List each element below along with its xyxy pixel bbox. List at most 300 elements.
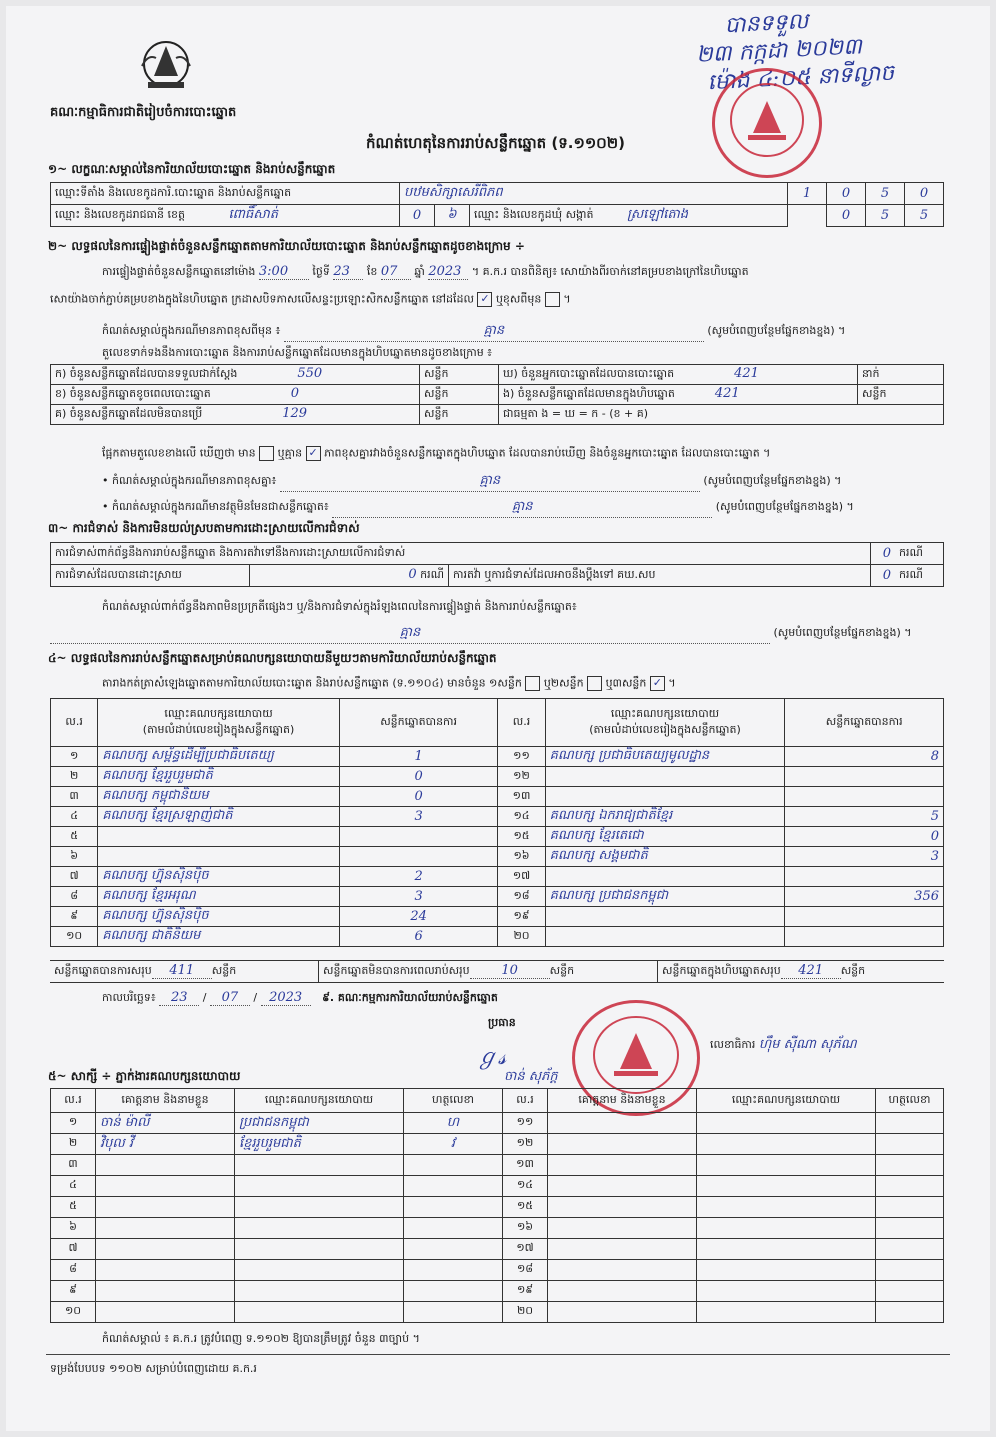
unit: សន្លឹក xyxy=(211,964,237,977)
col-votes-header: សន្លឹកឆ្នោតបានការ xyxy=(785,699,944,747)
completion-note: កំណត់សម្គាល់ ៖ គ.ក.រ ត្រូវបំពេញ ទ.១១០២ ឱ្យបានត្រឹមត្រូវ ចំនួន ៣ច្បាប់ ។ xyxy=(102,1332,420,1345)
vote-count: 356 xyxy=(785,887,944,907)
bullet1-value: គ្មាន xyxy=(280,472,700,492)
col-name-header: គោត្តនាម និងនាមខ្លួន xyxy=(96,1089,235,1113)
three-sheets-label: ឬ៣សន្លឹក xyxy=(605,676,647,690)
committee-name: គណៈកម្មាធិការជាតិរៀបចំការបោះឆ្នោត xyxy=(50,105,237,120)
col-party-header xyxy=(545,699,785,747)
row-no: ១៤ xyxy=(503,1176,548,1197)
witness-signature xyxy=(404,1239,503,1260)
form-title: កំណត់ហេតុនៃការរាប់សន្លឹកឆ្នោត (ទ.១១០២) xyxy=(366,134,626,152)
party-name xyxy=(545,907,785,927)
witness-party xyxy=(697,1176,876,1197)
objection-table xyxy=(50,542,944,587)
section3-title: ៣~ ការជំទាស់ និងការមិនយល់ស្របតាមការដោះស្រាយលើការជំទាស់ xyxy=(48,521,360,535)
col-party-header: ឈ្មោះគណបក្សនយោបាយ xyxy=(697,1089,876,1113)
row-no: ១ xyxy=(51,1113,96,1134)
appeal-value: 0 xyxy=(871,565,895,587)
vote-count xyxy=(339,827,498,847)
row-no: ១២ xyxy=(503,1134,548,1155)
sheet-count-intro: តារាងកត់ត្រាសំឡេងឆ្នោតតាមការិយាល័យបោះឆ្នោត និងរាប់សន្លឹកឆ្នោត (ទ.១១០៤) មានចំនួន ១សន្លឹក xyxy=(102,676,522,690)
total-valid-label: សន្លឹកឆ្នោតបានការសរុប xyxy=(54,964,152,977)
document-page xyxy=(6,6,990,1431)
official-stamp-top xyxy=(712,68,822,178)
witness-signature xyxy=(876,1176,944,1197)
fill-note: (សូមបំពេញបន្ថែមផ្នែកខាងខ្នង) ។ xyxy=(715,500,854,513)
witness-signature xyxy=(404,1176,503,1197)
table-row xyxy=(51,867,944,887)
row-no: ១០ xyxy=(51,1302,96,1323)
witness-name xyxy=(548,1113,697,1134)
table-row xyxy=(51,827,944,847)
col-sig-header: ហត្ថលេខា xyxy=(876,1089,944,1113)
witness-name xyxy=(96,1239,235,1260)
row-no: ១១ xyxy=(503,1113,548,1134)
bullet1-label: • កំណត់សម្គាល់ក្នុងករណីមានភាពខុសគ្នា៖ xyxy=(102,474,277,487)
resolved-value: 0 xyxy=(408,567,417,582)
witness-name xyxy=(548,1176,697,1197)
secretary-name: ហ៊ឹម ស៊ីណា សុភ័ណ xyxy=(758,1037,857,1052)
unit: សន្លឹក xyxy=(549,964,575,977)
witness-table xyxy=(50,1088,944,1323)
col-no-header: ល.រ xyxy=(51,699,98,747)
witness-name: ចាន់ ម៉ាលី xyxy=(96,1113,235,1134)
row-no: ១៣ xyxy=(503,1155,548,1176)
province-code-digit: 0 xyxy=(400,205,435,227)
witness-signature xyxy=(876,1239,944,1260)
figure-value: 550 xyxy=(297,366,323,381)
total-box-value: 421 xyxy=(781,963,841,979)
witness-signature xyxy=(404,1302,503,1323)
irregularity-value-line xyxy=(50,624,950,644)
section5-title: ៥~ សាក្សី ÷ ភ្នាក់ងារគណបក្សនយោបាយ xyxy=(48,1069,241,1083)
row-no: ១៥ xyxy=(503,1197,548,1218)
row-no: ៦ xyxy=(51,847,98,867)
table-row xyxy=(51,1113,944,1134)
vote-count: 0 xyxy=(339,767,498,787)
witness-signature xyxy=(404,1260,503,1281)
commune-code-digit: 5 xyxy=(866,205,905,227)
figure-formula: ជាធម្មតា ង = ឃ = ក - (ខ + គ) xyxy=(503,406,648,420)
party-name: គណបក្ស ហ្វ៊ុនស៊ិនប៉ិច xyxy=(98,907,340,927)
vote-count: 0 xyxy=(785,827,944,847)
witness-signature: វ xyxy=(404,1134,503,1155)
witness-party xyxy=(697,1239,876,1260)
row-no: ១៧ xyxy=(503,1239,548,1260)
vote-count: 3 xyxy=(339,807,498,827)
seal-line-text: សោយ៉ាងចាក់ភ្ជាប់គម្របខាងក្នុងនៃហិបឆ្នោត ក្រដាសបិទភាសលើសន្ទះប្រឡោះសិកសន្លឹកឆ្នោត នៅដដែល xyxy=(50,292,474,306)
party-name: គណបក្ស ប្រជាជនកម្ពុជា xyxy=(545,887,785,907)
party-name: គណបក្ស ខ្មែររួបរួមជាតិ xyxy=(98,767,340,787)
table-row xyxy=(51,767,944,787)
row-no: ៧ xyxy=(51,1239,96,1260)
figure-unit: សន្លឹក xyxy=(420,365,499,385)
vote-count: 6 xyxy=(339,927,498,947)
row-no: ៦ xyxy=(51,1218,96,1239)
table-row xyxy=(51,927,944,947)
col-no-header: ល.រ xyxy=(503,1089,548,1113)
resolved-label: ការជំទាស់ដែលបានដោះស្រាយ xyxy=(51,565,250,587)
witness-party xyxy=(235,1239,404,1260)
row-no: ១០ xyxy=(51,927,98,947)
row-no: ១៦ xyxy=(498,847,545,867)
witness-signature xyxy=(876,1260,944,1281)
row-no: ៩ xyxy=(51,1281,96,1302)
bullet2-value: គ្មាន xyxy=(332,498,712,518)
witness-signature xyxy=(876,1155,944,1176)
table-row xyxy=(51,907,944,927)
witness-name xyxy=(96,1176,235,1197)
row-no: ១៣ xyxy=(498,787,545,807)
no-discrepancy-label: ឬគ្មាន xyxy=(277,446,303,460)
footer-divider xyxy=(46,1354,950,1355)
vote-count xyxy=(785,787,944,807)
location-table xyxy=(50,182,944,227)
witness-name xyxy=(96,1197,235,1218)
row-no: ២ xyxy=(51,1134,96,1155)
col-name-header: គោត្តនាម និងនាមខ្លួន xyxy=(548,1089,697,1113)
row-no: ៤ xyxy=(51,807,98,827)
verification-time: 3:00 xyxy=(259,264,309,280)
col-party-title: ឈ្មោះគណបក្សនយោបាយ xyxy=(610,706,720,720)
vote-count: 3 xyxy=(339,887,498,907)
witness-name xyxy=(96,1218,235,1239)
party-name: គណបក្ស ប្រជាធិបតេយ្យមូលដ្ឋាន xyxy=(545,747,785,767)
row-no: ២ xyxy=(51,767,98,787)
witness-signature xyxy=(404,1155,503,1176)
witness-signature xyxy=(404,1197,503,1218)
witness-party xyxy=(235,1281,404,1302)
objection-label: ការជំទាស់ពាក់ព័ន្ធនឹងការរាប់សន្លឹកឆ្នោត និងការតវ៉ាទៅនឹងការដោះស្រាយលើការជំទាស់ xyxy=(51,543,871,565)
col-party-subtitle: (តាមលំដាប់លេខរៀងក្នុងសន្លឹកឆ្នោត) xyxy=(589,722,741,736)
form-footer: ទម្រង់បែបបទ ១១០២ សម្រាប់បំពេញដោយ គ.ក.រ xyxy=(50,1362,257,1375)
table-row xyxy=(51,1239,944,1260)
witness-name xyxy=(548,1260,697,1281)
vote-count: 8 xyxy=(785,747,944,767)
witness-party xyxy=(235,1155,404,1176)
vote-count xyxy=(785,867,944,887)
table-row xyxy=(51,787,944,807)
figures-table xyxy=(50,364,944,425)
vote-count: 3 xyxy=(785,847,944,867)
row-no: ៧ xyxy=(51,867,98,887)
party-name xyxy=(545,787,785,807)
col-party-header xyxy=(98,699,340,747)
vote-count: 2 xyxy=(339,867,498,887)
figure-value: 0 xyxy=(290,386,300,401)
table-row xyxy=(51,847,944,867)
seal-line: សោយ៉ាងចាក់ភ្ជាប់គម្របខាងក្នុងនៃហិបឆ្នោត ក្រដាសបិទភាសលើសន្ទះប្រឡោះសិកសន្លឹកឆ្នោត នៅដដែល ✓ ឬខុសពីមុន ។ xyxy=(50,292,571,306)
verification-year: 2023 xyxy=(428,264,468,280)
party-name: គណបក្ស ឯករាជ្យជាតិខ្មែរ xyxy=(545,807,785,827)
table-row xyxy=(51,1302,944,1323)
two-sheets-checkbox[interactable] xyxy=(587,676,602,691)
receipt-note-line: បានទទួល xyxy=(723,9,809,39)
figure-value: 421 xyxy=(734,366,759,381)
total-box-label: សន្លឹកឆ្នោតក្នុងហិបឆ្នោតសរុប xyxy=(662,964,781,977)
figure-unit: សន្លឹក xyxy=(858,385,944,405)
witness-party xyxy=(235,1302,404,1323)
unit: សន្លឹក xyxy=(840,964,866,977)
vote-count xyxy=(785,927,944,947)
row-no: ១២ xyxy=(498,767,545,787)
section1-title: ១~ លក្ខណៈសម្គាល់នៃការិយាល័យបោះឆ្នោត និងរាប់សន្លឹកឆ្នោត xyxy=(48,162,336,176)
party-name: គណបក្ស ហ្វ៊ុនស៊ិនប៉ិច xyxy=(98,867,340,887)
witness-party xyxy=(697,1134,876,1155)
resolved-unit: ករណី xyxy=(420,568,444,581)
commune-value: ស្រឡៅតោង xyxy=(627,207,689,222)
figure-unit: នាក់ xyxy=(858,365,944,385)
unchanged-checkbox[interactable]: ✓ xyxy=(477,292,492,307)
verification-month: 07 xyxy=(381,264,411,280)
fill-note: (សូមបំពេញបន្ថែមផ្នែកខាងខ្នង) ។ xyxy=(707,324,846,337)
witness-name xyxy=(548,1239,697,1260)
witness-party xyxy=(697,1113,876,1134)
section2-title: ២~ លទ្ធផលនៃការផ្ទៀងផ្ទាត់ចំនួនសន្លឹកឆ្នោតតាមការិយាល័យបោះឆ្នោត និងរាប់សន្លឹកឆ្នោតដូចខាងក្រោម ÷ xyxy=(48,239,525,253)
results-table xyxy=(50,698,944,947)
verification-suffix: ។ គ.ក.រ បានពិនិត្យ៖ សោយ៉ាងពីរចាក់នៅគម្របខាងក្រៅនៃហិបឆ្នោត xyxy=(471,265,749,278)
row-no: ៨ xyxy=(51,887,98,907)
appeal-label: ការតវ៉ា ឬការជំទាស់ដែលអាចនឹងប្ដឹងទៅ គឃ.សប xyxy=(449,565,871,587)
witness-signature xyxy=(876,1197,944,1218)
two-sheets-label: ឬ២សន្លឹក xyxy=(543,676,584,690)
table-row xyxy=(51,1197,944,1218)
row-no: ១៨ xyxy=(498,887,545,907)
year-label: ឆ្នាំ xyxy=(414,265,425,278)
three-sheets-checkbox[interactable]: ✓ xyxy=(650,676,665,691)
witness-party xyxy=(697,1302,876,1323)
location-value: បឋមសិក្សាសេរីពិភព xyxy=(400,183,788,205)
row-no: ១ xyxy=(51,747,98,767)
party-name xyxy=(98,827,340,847)
col-votes-header: សន្លឹកឆ្នោតបានការ xyxy=(339,699,498,747)
location-label: ឈ្មោះទីតាំង និងលេខកូដការិ.បោះឆ្នោត និងរាប់សន្លឹកឆ្នោត xyxy=(51,183,400,205)
table-row xyxy=(51,1155,944,1176)
objection-value: 0 xyxy=(871,543,895,565)
has-discrepancy-checkbox[interactable] xyxy=(259,446,274,461)
party-name: គណបក្ស សម្ព័ន្ធដើម្បីប្រជាធិបតេយ្យ xyxy=(98,747,340,767)
party-name xyxy=(545,867,785,887)
table-row xyxy=(51,1176,944,1197)
chair-label: ប្រធាន xyxy=(488,1016,516,1029)
date-label: កាលបរិច្ឆេទ៖ xyxy=(102,991,156,1004)
witness-signature xyxy=(876,1113,944,1134)
figure-unit: សន្លឹក xyxy=(420,385,499,405)
table-row xyxy=(51,1134,944,1155)
total-invalid-label: សន្លឹកឆ្នោតមិនបានការពេលរាប់សរុប xyxy=(323,964,470,977)
col-sig-header: ហត្ថលេខា xyxy=(404,1089,503,1113)
table-row xyxy=(51,1218,944,1239)
row-no: ២០ xyxy=(498,927,545,947)
witness-party xyxy=(697,1218,876,1239)
receipt-note-line: ២៣ កក្កដា ២០២៣ xyxy=(695,34,863,68)
table-row xyxy=(51,747,944,767)
row-no: ៩ xyxy=(51,907,98,927)
witness-name xyxy=(548,1155,697,1176)
figure-label: ឃ) ចំនួនអ្នកបោះឆ្នោតដែលបានបោះឆ្នោត xyxy=(503,367,675,380)
witness-party xyxy=(697,1281,876,1302)
witness-name xyxy=(548,1281,697,1302)
row-no: ១៥ xyxy=(498,827,545,847)
diff-note-label: កំណត់សម្គាល់ក្នុងករណីមានភាពខុសពីមុន ៖ xyxy=(102,324,281,337)
witness-name xyxy=(96,1260,235,1281)
location-code-digit: 1 xyxy=(788,183,827,205)
commune-code-digit: 0 xyxy=(827,205,866,227)
party-name xyxy=(545,927,785,947)
table-row xyxy=(51,1260,944,1281)
total-invalid-value: 10 xyxy=(470,963,550,979)
commune-label: ឈ្មោះ និងលេខកូដឃុំ សង្កាត់ xyxy=(474,208,594,221)
figure-label: ក) ចំនួនសន្លឹកឆ្នោតដែលបានទទួលជាក់ស្តែង xyxy=(55,367,238,380)
witness-signature xyxy=(876,1281,944,1302)
row-no: ១៨ xyxy=(503,1260,548,1281)
commune-code-digit: 5 xyxy=(905,205,944,227)
irregularity-value: គ្មាន xyxy=(50,624,770,644)
row-no: ១៦ xyxy=(503,1218,548,1239)
witness-name xyxy=(548,1197,697,1218)
province-label: ឈ្មោះ និងលេខកូដរាជធានី ខេត្ត xyxy=(55,208,185,221)
or-changed-label: ឬខុសពីមុន xyxy=(495,292,542,306)
witness-party xyxy=(235,1176,404,1197)
col-party-header: ឈ្មោះគណបក្សនយោបាយ xyxy=(235,1089,404,1113)
date-year: 2023 xyxy=(261,990,311,1006)
table-row xyxy=(51,1281,944,1302)
party-name: គណបក្ស សង្គមជាតិ xyxy=(545,847,785,867)
col-no-header: ល.រ xyxy=(51,1089,96,1113)
witness-party xyxy=(235,1197,404,1218)
sheet-count-line: តារាងកត់ត្រាសំឡេងឆ្នោតតាមការិយាល័យបោះឆ្នោត និងរាប់សន្លឹកឆ្នោត (ទ.១១០៤) មានចំនួន ១សន្លឹក ឬ២សន្លឹក ឬ៣សន្លឹក ✓ ។ xyxy=(102,676,676,690)
chair-signature-icon: ℊ𝓈 xyxy=(476,1045,507,1070)
one-sheet-checkbox[interactable] xyxy=(525,676,540,691)
location-code-digit: 0 xyxy=(827,183,866,205)
verification-day: 23 xyxy=(333,264,363,280)
col-no-header: ល.រ xyxy=(498,699,545,747)
witness-signature: ហ xyxy=(404,1113,503,1134)
totals-table xyxy=(50,960,944,983)
total-valid-value: 411 xyxy=(152,963,212,979)
bullet2-label: • កំណត់សម្គាល់ក្នុងករណីមានវត្ថុមិនមែនជាសន្លឹកឆ្នោត៖ xyxy=(102,500,329,513)
table-row xyxy=(51,807,944,827)
figure-unit: សន្លឹក xyxy=(420,405,499,425)
day-label: ថ្ងៃទី xyxy=(312,265,330,278)
party-name: គណបក្ស ខ្មែរតេជោ xyxy=(545,827,785,847)
witness-signature xyxy=(876,1134,944,1155)
row-no: ១៧ xyxy=(498,867,545,887)
appeal-unit: ករណី xyxy=(895,565,944,587)
changed-checkbox[interactable] xyxy=(545,292,560,307)
row-no: ១៩ xyxy=(503,1281,548,1302)
witness-party xyxy=(697,1197,876,1218)
figures-intro: តួលេខទាក់ទងនឹងការបោះឆ្នោត និងការរាប់សន្លឹកឆ្នោតដែលមានក្នុងហិបឆ្នោតមានដូចខាងក្រោម ៖ xyxy=(102,346,493,359)
col-party-subtitle: (តាមលំដាប់លេខរៀងក្នុងសន្លឹកឆ្នោត) xyxy=(142,722,295,736)
figure-label: គ) ចំនួនសន្លឹកឆ្នោតដែលមិនបានប្រើ xyxy=(55,407,203,420)
verification-line xyxy=(102,264,952,281)
secretary-line xyxy=(710,1036,940,1055)
bullet2-line xyxy=(102,498,952,518)
irregularity-note: កំណត់សម្គាល់ពាក់ព័ន្ធនឹងភាពមិនប្រក្រតីផ្សេងៗ ឬ/និងការជំទាស់ក្នុងរំឡងពេលនៃការផ្ទៀងផ្ទាត់ និងការរាប់សន្លឹកឆ្នោត៖ xyxy=(102,600,577,613)
row-no: ២០ xyxy=(503,1302,548,1323)
secretary-label: លេខាធិការ xyxy=(710,1038,756,1051)
witness-name xyxy=(548,1302,697,1323)
nec-emblem-icon xyxy=(134,36,198,96)
vote-count xyxy=(339,847,498,867)
objection-unit: ករណី xyxy=(895,543,944,565)
witness-name xyxy=(96,1302,235,1323)
party-name xyxy=(545,767,785,787)
witness-signature xyxy=(404,1281,503,1302)
fill-note: (សូមបំពេញបន្ថែមផ្នែកខាងខ្នង) ។ xyxy=(703,474,842,487)
witness-party: ប្រជាជនកម្ពុជា xyxy=(235,1113,404,1134)
date-line: កាលបរិច្ឆេទ៖ 23 / 07 / 2023 ៩. គណៈកម្មការការិយាល័យរាប់សន្លឹកឆ្នោត xyxy=(102,990,498,1005)
no-discrepancy-checkbox[interactable]: ✓ xyxy=(306,446,321,461)
vote-count xyxy=(785,907,944,927)
party-name: គណបក្ស ខ្មែរស្រឡាញ់ជាតិ xyxy=(98,807,340,827)
row-no: ៣ xyxy=(51,787,98,807)
committee-label: ៩. គណៈកម្មការការិយាល័យរាប់សន្លឹកឆ្នោត xyxy=(322,991,498,1004)
discrepancy-suffix: ភាពខុសគ្នារវាងចំនួនសន្លឹកឆ្នោតក្នុងហិបឆ្នោត ដែលបានរាប់ឃើញ និងចំនួនអ្នកបោះឆ្នោត ដែលបានបោះឆ្នោត ។ xyxy=(324,446,771,460)
witness-party xyxy=(235,1260,404,1281)
province-value: ពោធិ៍សាត់ xyxy=(228,207,279,222)
row-no: ១៤ xyxy=(498,807,545,827)
table-row xyxy=(51,887,944,907)
row-no: ៥ xyxy=(51,827,98,847)
witness-name: វិបុល វី xyxy=(96,1134,235,1155)
witness-signature xyxy=(876,1218,944,1239)
witness-name xyxy=(96,1155,235,1176)
vote-count: 1 xyxy=(339,747,498,767)
location-code-digit: 5 xyxy=(866,183,905,205)
witness-party xyxy=(697,1260,876,1281)
province-code-digit: ៦ xyxy=(435,205,470,227)
location-code-digit: 0 xyxy=(905,183,944,205)
discrepancy-line xyxy=(102,446,952,463)
verification-prefix: ការផ្ទៀងផ្ទាត់ចំនួនសន្លឹកឆ្នោតនៅម៉ោង xyxy=(102,265,256,278)
party-name: គណបក្ស ជាតិនិយម xyxy=(98,927,340,947)
party-name: គណបក្ស ខ្មែរអរុណ xyxy=(98,887,340,907)
row-no: ៨ xyxy=(51,1260,96,1281)
section4-title: ៤~ លទ្ធផលនៃការរាប់សន្លឹកឆ្នោតសម្រាប់គណបក្សនយោបាយនីមួយៗតាមការិយាល័យរាប់សន្លឹកឆ្នោត xyxy=(48,651,497,665)
vote-count: 24 xyxy=(339,907,498,927)
date-month: 07 xyxy=(210,990,250,1006)
receipt-note-line: ម៉ោង ៤:០៥ នាទីល្ងាច xyxy=(706,60,895,96)
row-no: ១៩ xyxy=(498,907,545,927)
date-day: 23 xyxy=(159,990,199,1006)
witness-party: ខ្មែររួបរួមជាតិ xyxy=(235,1134,404,1155)
row-no: ១១ xyxy=(498,747,545,767)
witness-party xyxy=(235,1218,404,1239)
bullet1-line xyxy=(102,472,952,492)
figure-value: 421 xyxy=(714,386,740,401)
row-no: ៣ xyxy=(51,1155,96,1176)
witness-signature xyxy=(404,1218,503,1239)
row-no: ៤ xyxy=(51,1176,96,1197)
discrepancy-prefix: ផ្អែកតាមតួលេខខាងលើ ឃើញថា មាន xyxy=(102,446,256,460)
vote-count xyxy=(785,767,944,787)
witness-name xyxy=(96,1281,235,1302)
witness-signature xyxy=(876,1302,944,1323)
witness-name xyxy=(548,1134,697,1155)
vote-count: 0 xyxy=(339,787,498,807)
witness-name xyxy=(548,1218,697,1239)
figure-value: 129 xyxy=(282,406,308,421)
party-name xyxy=(98,847,340,867)
diff-note-line xyxy=(102,322,952,342)
row-no: ៥ xyxy=(51,1197,96,1218)
figure-label: ខ) ចំនួនសន្លឹកឆ្នោតខូចពេលបោះឆ្នោត xyxy=(55,387,211,400)
witness-party xyxy=(697,1155,876,1176)
month-label: ខែ xyxy=(366,265,378,278)
fill-note: (សូមបំពេញបន្ថែមផ្នែកខាងខ្នង) ។ xyxy=(773,626,912,639)
